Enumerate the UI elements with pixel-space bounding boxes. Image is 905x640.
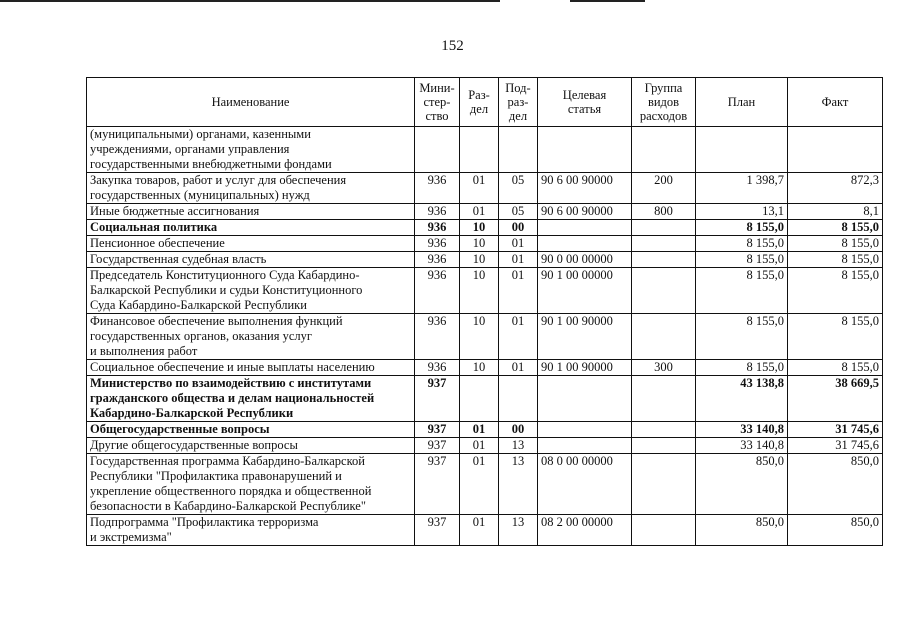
- cell-subsection: 05: [499, 204, 538, 220]
- cell-section: 10: [460, 220, 499, 236]
- cell-target: 90 6 00 90000: [538, 204, 632, 220]
- cell-group: [632, 127, 696, 173]
- cell-plan: [696, 127, 788, 173]
- header-target: Целевая статья: [538, 78, 632, 127]
- table-row: [87, 127, 883, 173]
- table-row: [87, 314, 883, 360]
- cell-name: Пенсионное обеспечение: [87, 236, 415, 252]
- cell-ministry: 937: [415, 438, 460, 454]
- cell-target: 90 1 00 90000: [538, 360, 632, 376]
- cell-subsection: [499, 376, 538, 422]
- cell-group: [632, 252, 696, 268]
- cell-plan: 33 140,8: [696, 422, 788, 438]
- cell-ministry: 936: [415, 252, 460, 268]
- cell-name: Государственная программа Кабардино-Балкарской Республики "Профилактика правонарушений и укрепление общественного порядка и общественной безопасности в Кабардино-Балкарской Республике": [87, 454, 415, 515]
- table-row: [87, 422, 883, 438]
- cell-subsection: 01: [499, 236, 538, 252]
- cell-group: [632, 220, 696, 236]
- cell-subsection: 01: [499, 252, 538, 268]
- cell-name: Финансовое обеспечение выполнения функций государственных органов, оказания услуг и выполнения работ: [87, 314, 415, 360]
- cell-target: 08 2 00 00000: [538, 515, 632, 546]
- cell-fact: [788, 127, 883, 173]
- cell-fact: 8 155,0: [788, 252, 883, 268]
- cell-group: [632, 236, 696, 252]
- cell-ministry: 936: [415, 204, 460, 220]
- cell-section: 01: [460, 173, 499, 204]
- cell-subsection: 13: [499, 515, 538, 546]
- cell-name: Подпрограмма "Профилактика терроризма и экстремизма": [87, 515, 415, 546]
- cell-ministry: 936: [415, 173, 460, 204]
- cell-target: 90 6 00 90000: [538, 173, 632, 204]
- table-row: [87, 515, 883, 546]
- cell-fact: 31 745,6: [788, 438, 883, 454]
- header-name: Наименование: [87, 78, 415, 127]
- cell-fact: 850,0: [788, 515, 883, 546]
- cell-section: 10: [460, 360, 499, 376]
- cell-target: 08 0 00 00000: [538, 454, 632, 515]
- cell-ministry: 936: [415, 268, 460, 314]
- cell-ministry: 936: [415, 360, 460, 376]
- cell-name: Председатель Конституционного Суда Кабардино- Балкарской Республики и судьи Конституционного Суда Кабардино-Балкарской Республики: [87, 268, 415, 314]
- cell-target: [538, 127, 632, 173]
- cell-group: 200: [632, 173, 696, 204]
- header-subsection: Под- раз- дел: [499, 78, 538, 127]
- table-row: [87, 360, 883, 376]
- cell-plan: 8 155,0: [696, 236, 788, 252]
- cell-group: [632, 515, 696, 546]
- cell-target: [538, 220, 632, 236]
- page-number: 152: [441, 38, 464, 54]
- cell-subsection: 01: [499, 360, 538, 376]
- cell-group: [632, 454, 696, 515]
- cell-target: 90 1 00 00000: [538, 268, 632, 314]
- cell-name: Закупка товаров, работ и услуг для обеспечения государственных (муниципальных) нужд: [87, 173, 415, 204]
- cell-group: [632, 268, 696, 314]
- table-row: [87, 268, 883, 314]
- cell-subsection: 01: [499, 314, 538, 360]
- cell-plan: 8 155,0: [696, 220, 788, 236]
- cell-section: 01: [460, 438, 499, 454]
- cell-section: 01: [460, 454, 499, 515]
- cell-fact: 38 669,5: [788, 376, 883, 422]
- cell-section: 10: [460, 236, 499, 252]
- cell-target: 90 1 00 90000: [538, 314, 632, 360]
- cell-subsection: [499, 127, 538, 173]
- cell-plan: 1 398,7: [696, 173, 788, 204]
- cell-section: 10: [460, 268, 499, 314]
- top-rule-left: [0, 0, 500, 2]
- table-row: [87, 236, 883, 252]
- cell-name: Государственная судебная власть: [87, 252, 415, 268]
- table-row: [87, 438, 883, 454]
- table-row: [87, 376, 883, 422]
- cell-ministry: 936: [415, 236, 460, 252]
- table-row: [87, 454, 883, 515]
- cell-fact: 8 155,0: [788, 220, 883, 236]
- cell-plan: 8 155,0: [696, 360, 788, 376]
- cell-section: [460, 127, 499, 173]
- cell-ministry: 936: [415, 220, 460, 236]
- cell-target: [538, 438, 632, 454]
- header-row: [87, 78, 883, 127]
- cell-plan: 8 155,0: [696, 268, 788, 314]
- cell-plan: 43 138,8: [696, 376, 788, 422]
- cell-name: Иные бюджетные ассигнования: [87, 204, 415, 220]
- budget-table: [86, 77, 883, 546]
- cell-ministry: 937: [415, 454, 460, 515]
- cell-section: 10: [460, 314, 499, 360]
- cell-subsection: 00: [499, 220, 538, 236]
- cell-fact: 872,3: [788, 173, 883, 204]
- header-ministry: Мини- стер- ство: [415, 78, 460, 127]
- cell-section: 01: [460, 422, 499, 438]
- header-plan: План: [696, 78, 788, 127]
- header-section: Раз- дел: [460, 78, 499, 127]
- cell-fact: 8 155,0: [788, 314, 883, 360]
- cell-section: 01: [460, 204, 499, 220]
- cell-subsection: 13: [499, 454, 538, 515]
- cell-ministry: 936: [415, 314, 460, 360]
- cell-subsection: 05: [499, 173, 538, 204]
- table-row: [87, 204, 883, 220]
- table-body: [87, 127, 883, 546]
- cell-ministry: [415, 127, 460, 173]
- cell-section: 10: [460, 252, 499, 268]
- cell-name: Социальное обеспечение и иные выплаты населению: [87, 360, 415, 376]
- cell-plan: 8 155,0: [696, 252, 788, 268]
- cell-group: [632, 314, 696, 360]
- cell-fact: 850,0: [788, 454, 883, 515]
- cell-plan: 850,0: [696, 454, 788, 515]
- table-row: [87, 173, 883, 204]
- cell-name: (муниципальными) органами, казенными учреждениями, органами управления государственными внебюджетными фондами: [87, 127, 415, 173]
- cell-fact: 8,1: [788, 204, 883, 220]
- cell-target: [538, 236, 632, 252]
- cell-target: [538, 422, 632, 438]
- table-row: [87, 252, 883, 268]
- cell-target: 90 0 00 00000: [538, 252, 632, 268]
- cell-group: [632, 376, 696, 422]
- cell-group: [632, 422, 696, 438]
- header-group: Группа видов расходов: [632, 78, 696, 127]
- cell-subsection: 01: [499, 268, 538, 314]
- cell-fact: 8 155,0: [788, 360, 883, 376]
- cell-name: Общегосударственные вопросы: [87, 422, 415, 438]
- cell-section: 01: [460, 515, 499, 546]
- cell-group: 300: [632, 360, 696, 376]
- cell-ministry: 937: [415, 376, 460, 422]
- cell-fact: 31 745,6: [788, 422, 883, 438]
- header-fact: Факт: [788, 78, 883, 127]
- cell-plan: 13,1: [696, 204, 788, 220]
- cell-name: Социальная политика: [87, 220, 415, 236]
- cell-plan: 8 155,0: [696, 314, 788, 360]
- cell-group: [632, 438, 696, 454]
- top-rule-right: [570, 0, 645, 2]
- cell-name: Министерство по взаимодействию с институтами гражданского общества и делам национальностей Кабардино-Балкарской Республики: [87, 376, 415, 422]
- cell-group: 800: [632, 204, 696, 220]
- cell-ministry: 937: [415, 515, 460, 546]
- cell-plan: 33 140,8: [696, 438, 788, 454]
- cell-ministry: 937: [415, 422, 460, 438]
- cell-name: Другие общегосударственные вопросы: [87, 438, 415, 454]
- cell-section: [460, 376, 499, 422]
- cell-fact: 8 155,0: [788, 268, 883, 314]
- table-row: [87, 220, 883, 236]
- cell-fact: 8 155,0: [788, 236, 883, 252]
- cell-subsection: 13: [499, 438, 538, 454]
- cell-plan: 850,0: [696, 515, 788, 546]
- cell-target: [538, 376, 632, 422]
- cell-subsection: 00: [499, 422, 538, 438]
